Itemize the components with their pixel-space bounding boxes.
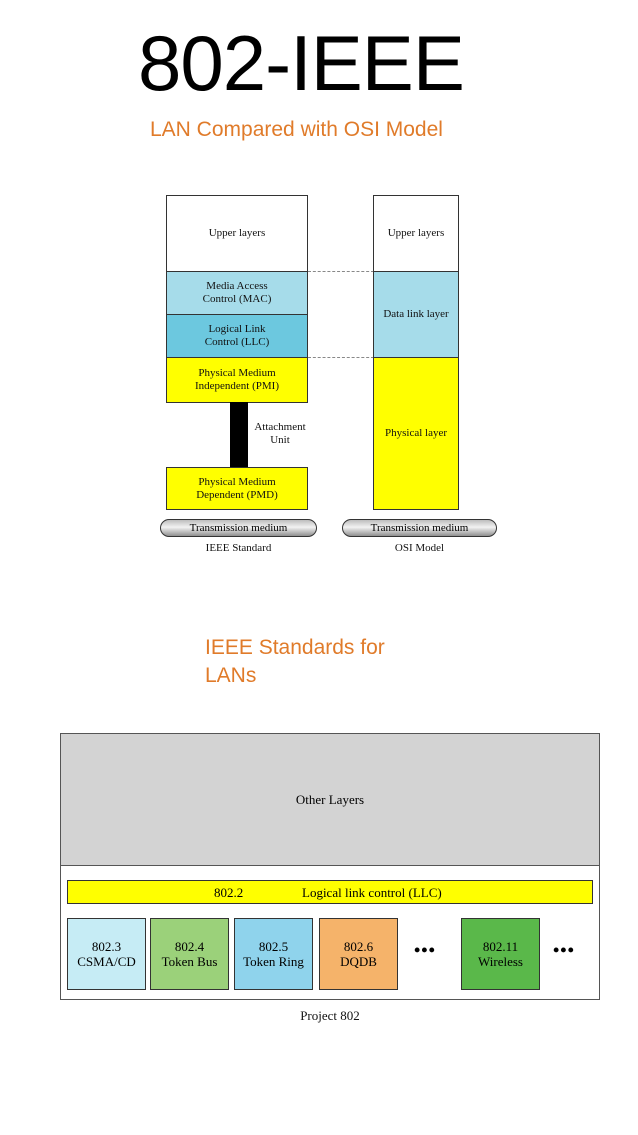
osi-transmission-medium: Transmission medium [342,519,497,537]
standard-name: DQDB [340,954,377,969]
osi-data-link-layer: Data link layer [373,271,459,358]
dashed-connector-bottom [308,357,374,358]
ieee-pmi-layer: Physical Medium Independent (PMI) [166,357,308,403]
llc-label: Logical link control (LLC) [302,885,442,900]
standard-box-802-4 [150,918,229,990]
standard-box-802-3 [67,918,146,990]
osi-caption: OSI Model [394,542,445,554]
standard-name: Token Bus [161,954,218,969]
other-layers-block: Other Layers [61,734,599,866]
standard-name: Wireless [478,954,523,969]
standard-box-802-11 [461,918,540,990]
standard-number: 802.11 [482,939,519,954]
standard-number: 802.5 [258,939,289,954]
osi-upper-layers: Upper layers [373,195,459,272]
osi-physical-layer: Physical layer [373,357,459,510]
ellipsis-2: ••• [553,940,575,960]
standard-number: 802.4 [174,939,205,954]
ieee-pmd-layer: Physical Medium Dependent (PMD) [166,467,308,510]
project-802-diagram [60,733,600,1000]
ieee-transmission-medium: Transmission medium [160,519,317,537]
project-802-caption: Project 802 [300,1008,360,1023]
attachment-unit-cable [230,402,248,468]
attachment-unit-label: Attachment Unit [254,421,306,446]
standard-name: Token Ring [243,954,304,969]
dashed-connector-top [308,271,374,272]
standard-name: CSMA/CD [77,954,136,969]
section-title: IEEE Standards for LANs [205,636,385,687]
llc-bar [67,880,593,904]
ieee-mac-layer: Media Access Control (MAC) [166,271,308,315]
ellipsis-1: ••• [414,940,436,960]
ieee-llc-layer: Logical Link Control (LLC) [166,314,308,358]
page-subtitle: LAN Compared with OSI Model [150,118,443,141]
ieee-caption: IEEE Standard [205,542,272,554]
ieee-upper-layers: Upper layers [166,195,308,272]
standard-number: 802.6 [343,939,374,954]
standard-box-802-6 [319,918,398,990]
standard-number: 802.3 [91,939,122,954]
page-title: 802-IEEE [138,19,464,107]
standard-box-802-5 [234,918,313,990]
llc-number: 802.2 [214,885,244,900]
